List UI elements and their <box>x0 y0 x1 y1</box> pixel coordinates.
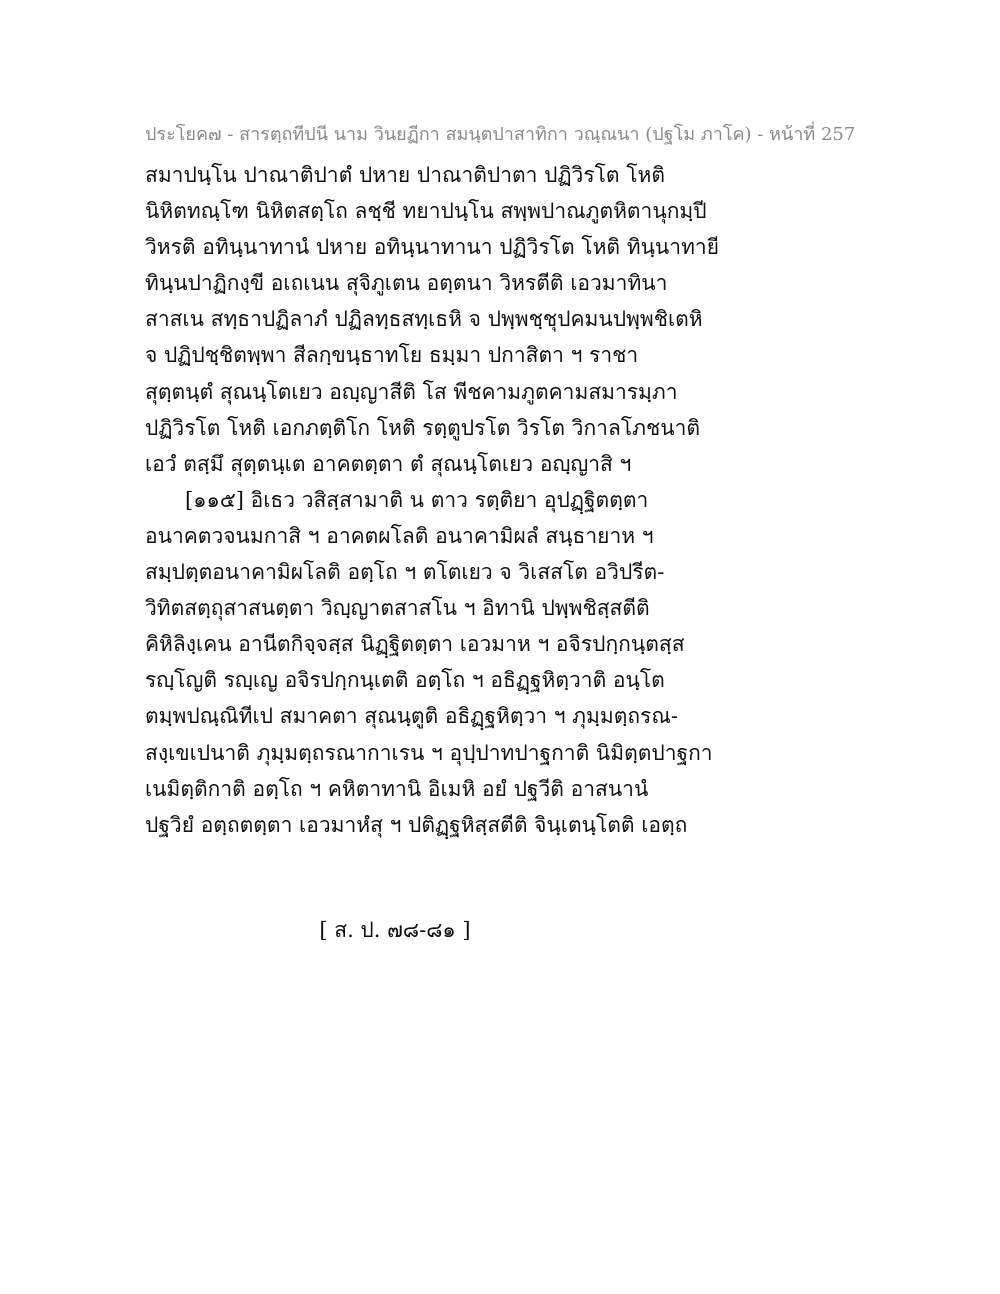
text-line: สาสเน สทฺธาปฏิลาภํ ปฏิลทฺธสทฺเธหิ จ ปพฺพชฺชุปคมนปพฺพชิเตหิ <box>145 307 703 332</box>
text-line: คิหิลิงฺเคน อานีตกิจฺจสฺส นิฏฺฐิตตฺตา เอวมาห ฯ อจิรปกฺกนฺตสฺส <box>145 632 685 657</box>
text-line: ตมฺพปณฺณิทีเป สมาคตา สุณนฺตูติ อธิฏฺฐหิตฺวา ฯ ภุมฺมตฺถรณ- <box>145 704 678 729</box>
text-line: สมฺปตฺตอนาคามิผโลติ อตฺโถ ฯ ตโตเยว จ วิเสสโต อวิปรีต- <box>145 560 665 585</box>
body-text <box>145 157 865 843</box>
text-line: สงฺเขเปนาติ ภุมฺมตฺถรณากาเรน ฯ อุปฺปาทปาฐกาติ นิมิตฺตปาฐกา <box>145 740 713 765</box>
text-line: รญฺโญติ รญฺเญ อจิรปกฺกนฺเตติ อตฺโถ ฯ อธิฏฺฐหิตฺวาติ อนฺโต <box>145 668 665 693</box>
source-reference: [ ส. ป. ๗๘-๘๑ ] <box>319 918 471 942</box>
paragraph-start-line: [๑๑๕] อิเธว วสิสฺสามาติ น ตาว รตฺติยา อุปฏฺฐิตตฺตา <box>185 487 649 512</box>
text-line: สุตฺตนฺตํ สุณนฺโตเยว อญฺญาสีติ โส พีชคามภูตคามสมารมฺภา <box>145 379 678 404</box>
text-line: สมาปนฺโน ปาณาติปาตํ ปหาย ปาณาติปาตา ปฏิวิรโต โหติ <box>145 163 665 187</box>
text-line: เอวํ ตสฺมึ สุตฺตนฺเต อาคตตฺตา ตํ สุณนฺโตเยว อญฺญาสิ ฯ <box>145 451 632 476</box>
text-line: เนมิตฺติกาติ อตฺโถ ฯ คหิตาทานิ อิเมหิ อยํ ปฐวีติ อาสนานํ <box>145 776 649 801</box>
text-line: ปฏิวิรโต โหติ เอกภตฺติโก โหติ รตฺตูปรโต วิรโต วิกาลโภชนาติ <box>145 415 701 440</box>
text-line: นิหิตทณฺโฑ นิหิตสตฺโถ ลชฺชี ทยาปนฺโน สพฺพปาณภูตหิตานุกมฺปี <box>145 199 707 224</box>
text-line: วิทิตสตฺถุสาสนตฺตา วิญฺญาตสาสโน ฯ อิทานิ ปพฺพชิสฺสตีติ <box>145 596 650 621</box>
text-line: ทินฺนปาฏิกงฺขี อเถเนน สุจิภูเตน อตฺตนา วิหรตีติ เอวมาทินา <box>145 271 668 296</box>
text-line: ปฐวิยํ อตฺถตตฺตา เอวมาหํสุ ฯ ปติฏฺฐหิสฺสตีติ จินฺเตนฺโตติ เอตฺถ <box>145 812 688 837</box>
running-header: ประโยค๗ - สารตฺถทีปนี นาม วินยฏีกา สมนฺตปาสาทิกา วณฺณนา (ปฐโม ภาโค) - หน้าที่ 257 <box>145 124 856 145</box>
text-line: จ ปฏิปชฺชิตพฺพา สีลกฺขนฺธาทโย ธมฺมา ปกาสิตา ฯ ราชา <box>145 343 639 368</box>
text-line: วิหรติ อทินฺนาทานํ ปหาย อทินฺนาทานา ปฏิวิรโต โหติ ทินฺนาทายี <box>145 235 720 260</box>
text-line: อนาคตวจนมกาสิ ฯ อาคตผโลติ อนาคามิผลํ สนฺธายาห ฯ <box>145 523 654 548</box>
